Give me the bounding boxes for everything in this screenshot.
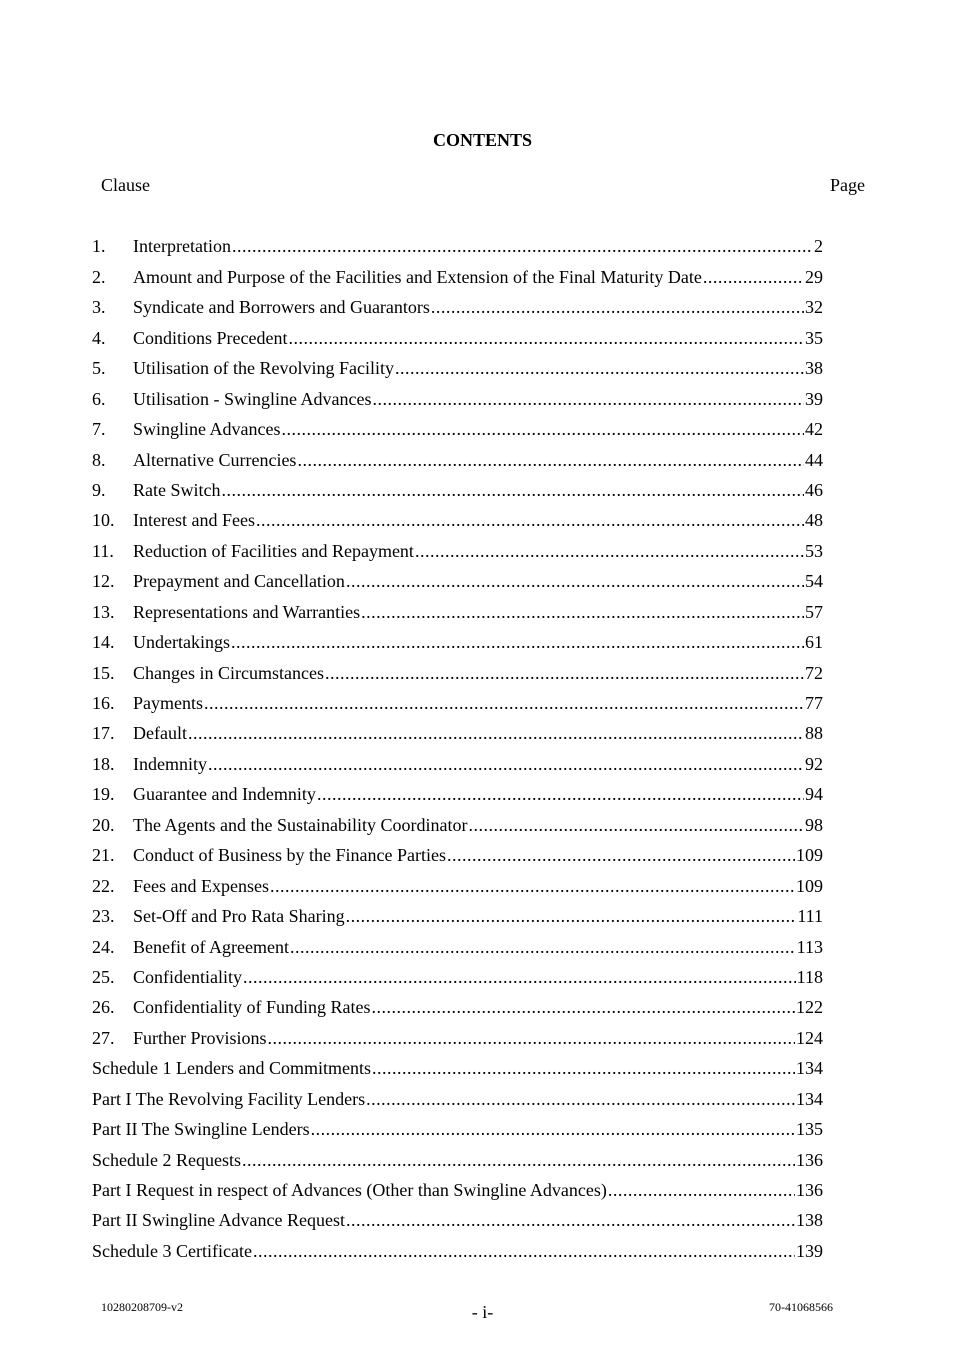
- toc-entry-title: Schedule 3 Certificate: [92, 1240, 252, 1261]
- toc-entry[interactable]: [92, 958, 823, 988]
- toc-entry[interactable]: [92, 1201, 823, 1231]
- toc-entry-page: 2: [814, 236, 823, 257]
- dot-leader: [270, 875, 795, 897]
- toc-entry[interactable]: [92, 653, 823, 683]
- dot-leader: [222, 479, 805, 501]
- toc-entry-title: Swingline Advances: [133, 419, 281, 440]
- dot-leader: [608, 1179, 795, 1201]
- toc-entry-page: 136: [796, 1180, 823, 1200]
- toc-entry-title: Conditions Precedent: [133, 327, 288, 348]
- toc-entry-page: 139: [796, 1240, 823, 1261]
- toc-entry-title: Utilisation - Swingline Advances: [133, 388, 372, 409]
- dot-leader: [431, 296, 804, 318]
- page-column-header: Page: [830, 175, 865, 195]
- toc-entry-page: 135: [796, 1119, 823, 1140]
- toc-entry[interactable]: [92, 257, 823, 287]
- toc-entry-title: Part I Request in respect of Advances (Other than Swingline Advances): [92, 1180, 607, 1200]
- toc-entry[interactable]: [92, 288, 823, 318]
- toc-entry-page: 134: [796, 1088, 823, 1109]
- toc-entry[interactable]: [92, 562, 823, 592]
- toc-entry-number: 20.: [92, 814, 115, 835]
- toc-entry-page: 136: [796, 1149, 823, 1170]
- toc-entry-page: 109: [796, 875, 823, 896]
- toc-entry-title: Guarantee and Indemnity: [133, 784, 316, 805]
- dot-leader: [703, 266, 804, 288]
- toc-entry-title: Undertakings: [133, 632, 230, 653]
- toc-entry-page: 94: [805, 784, 823, 805]
- toc-entry-number: 23.: [92, 906, 115, 927]
- toc-entry-title: Reduction of Facilities and Repayment: [133, 540, 414, 561]
- toc-entry-number: 4.: [92, 327, 106, 348]
- toc-entry-number: 2.: [92, 266, 106, 287]
- dot-leader: [231, 631, 804, 653]
- toc-entry[interactable]: [92, 318, 823, 348]
- toc-entry-title: Schedule 2 Requests: [92, 1149, 241, 1170]
- toc-entry-number: 13.: [92, 601, 115, 622]
- toc-entry-title: The Agents and the Sustainability Coordinator: [133, 814, 468, 835]
- toc-entry-title: Rate Switch: [133, 479, 221, 500]
- toc-entry-title: Set-Off and Pro Rata Sharing: [133, 906, 345, 927]
- toc-entry-number: 10.: [92, 510, 115, 531]
- dot-leader: [371, 996, 795, 1018]
- toc-entry-title: Syndicate and Borrowers and Guarantors: [133, 297, 430, 318]
- dot-leader: [346, 905, 797, 927]
- toc-entry-page: 35: [805, 327, 823, 348]
- toc-entry-page: 29: [805, 266, 823, 287]
- toc-entry[interactable]: [92, 471, 823, 501]
- footer-reference: 70-41068566: [769, 1300, 833, 1314]
- toc-entry-page: 113: [796, 936, 823, 957]
- toc-entry-number: 3.: [92, 297, 106, 318]
- toc-entry-number: 24.: [92, 936, 115, 957]
- toc-entry[interactable]: [92, 592, 823, 622]
- toc-entry-page: 61: [805, 632, 823, 653]
- toc-entry-number: 16.: [92, 693, 115, 713]
- toc-entry-number: 14.: [92, 632, 115, 653]
- toc-entry-number: 22.: [92, 875, 115, 896]
- toc-entry[interactable]: [92, 1140, 823, 1170]
- toc-entry-title: Benefit of Agreement: [133, 936, 289, 957]
- dot-leader: [468, 814, 804, 836]
- dot-leader: [346, 1209, 795, 1231]
- dot-leader: [372, 388, 804, 410]
- dot-leader: [268, 1027, 795, 1049]
- toc-entry-number: 11.: [92, 540, 114, 561]
- dot-leader: [188, 722, 804, 744]
- dot-leader: [242, 1149, 795, 1171]
- dot-leader: [232, 235, 813, 257]
- toc-entry-page: 44: [805, 449, 823, 470]
- toc-entry-title: Part II The Swingline Lenders: [92, 1119, 310, 1140]
- toc-entry[interactable]: [92, 866, 823, 896]
- toc-entry-number: 21.: [92, 845, 115, 866]
- toc-entry-page: 46: [805, 479, 823, 500]
- toc-entry-number: 8.: [92, 449, 106, 470]
- toc-entry[interactable]: [92, 1018, 823, 1048]
- toc-entry[interactable]: [92, 623, 823, 653]
- dot-leader: [281, 418, 804, 440]
- toc-entry-title: Further Provisions: [133, 1027, 267, 1048]
- toc-entry[interactable]: [92, 227, 823, 257]
- toc-entry-page: 111: [797, 906, 823, 927]
- dot-leader: [447, 844, 795, 866]
- toc-entry-title: Indemnity: [133, 753, 207, 774]
- toc-entry-title: Prepayment and Cancellation: [133, 571, 345, 592]
- dot-leader: [297, 449, 804, 471]
- footer-page-number: - i-: [471, 1302, 494, 1322]
- toc-entry-number: 19.: [92, 784, 115, 805]
- toc-entry-title: Fees and Expenses: [133, 875, 269, 896]
- toc-entry-title: Part II Swingline Advance Request: [92, 1210, 345, 1231]
- toc-entry-number: 12.: [92, 571, 115, 592]
- toc-entry[interactable]: [92, 501, 823, 531]
- toc-entry-page: 124: [796, 1027, 823, 1048]
- toc-entry-page: 77: [805, 693, 823, 713]
- dot-leader: [361, 601, 804, 623]
- toc-entry[interactable]: [92, 744, 823, 774]
- toc-entry-page: 98: [805, 814, 823, 835]
- toc-entry-number: 7.: [92, 419, 106, 440]
- dot-leader: [346, 570, 804, 592]
- toc-entry[interactable]: [92, 1171, 823, 1201]
- toc-entry[interactable]: [92, 805, 823, 835]
- toc-entry-title: Schedule 1 Lenders and Commitments: [92, 1058, 371, 1079]
- toc-entry-page: 72: [805, 662, 823, 683]
- toc-entry-page: 122: [796, 997, 823, 1018]
- toc-entry-title: Payments: [133, 693, 203, 713]
- toc-entry-number: 27.: [92, 1027, 115, 1048]
- toc-entry-page: 48: [805, 510, 823, 531]
- toc-entry-number: 17.: [92, 723, 115, 744]
- toc-entry-page: 32: [805, 297, 823, 318]
- toc-entry[interactable]: [92, 531, 823, 561]
- dot-leader: [256, 509, 804, 531]
- toc-entry-page: 54: [805, 571, 823, 592]
- toc-entry[interactable]: [92, 1049, 823, 1079]
- toc-entry-title: Interpretation: [133, 236, 231, 257]
- toc-entry[interactable]: [92, 988, 823, 1018]
- toc-entry-title: Conduct of Business by the Finance Parties: [133, 845, 446, 866]
- toc-entry-page: 92: [805, 753, 823, 774]
- dot-leader: [395, 357, 804, 379]
- dot-leader: [366, 1088, 795, 1110]
- toc-entry[interactable]: [92, 410, 823, 440]
- dot-leader: [243, 966, 796, 988]
- dot-leader: [415, 540, 804, 562]
- toc-entry[interactable]: [92, 684, 823, 714]
- clause-column-header: Clause: [101, 175, 150, 195]
- dot-leader: [290, 936, 796, 958]
- toc-entry-title: Utilisation of the Revolving Facility: [133, 358, 394, 379]
- toc-entry-title: Amount and Purpose of the Facilities and Extension of the Final Maturity Date: [133, 266, 702, 287]
- toc-entry-page: 88: [805, 723, 823, 744]
- dot-leader: [311, 1118, 795, 1140]
- dot-leader: [372, 1057, 795, 1079]
- toc-entry-page: 53: [805, 540, 823, 561]
- toc-entry-title: Confidentiality of Funding Rates: [133, 997, 371, 1018]
- toc-entry[interactable]: [92, 775, 823, 805]
- toc-entry[interactable]: [92, 1231, 823, 1261]
- toc-entry[interactable]: [92, 836, 823, 866]
- toc-entry-title: Alternative Currencies: [133, 449, 297, 470]
- toc-entry-number: 6.: [92, 388, 106, 409]
- toc-entry-title: Changes in Circumstances: [133, 662, 324, 683]
- toc-entry-page: 42: [805, 419, 823, 440]
- toc-entry-number: 1.: [92, 236, 106, 257]
- toc-entry-page: 118: [796, 966, 823, 987]
- toc-entry-number: 9.: [92, 479, 106, 500]
- toc-entry-page: 39: [805, 388, 823, 409]
- toc-entry[interactable]: [92, 1079, 823, 1109]
- toc-entry[interactable]: [92, 440, 823, 470]
- toc-entry-number: 5.: [92, 358, 106, 379]
- toc-entry-page: 134: [796, 1058, 823, 1079]
- page-title: CONTENTS: [432, 130, 533, 150]
- toc-entry-number: 15.: [92, 662, 115, 683]
- toc-entry-title: Interest and Fees: [133, 510, 255, 531]
- toc-entry-title: Confidentiality: [133, 966, 242, 987]
- dot-leader: [317, 783, 804, 805]
- toc-entry[interactable]: [92, 897, 823, 927]
- toc-entry[interactable]: [92, 714, 823, 744]
- dot-leader: [253, 1240, 795, 1262]
- footer-document-id: 10280208709-v2: [101, 1300, 183, 1314]
- toc-entry-title: Representations and Warranties: [133, 601, 361, 622]
- dot-leader: [325, 662, 804, 684]
- toc-entry-number: 18.: [92, 753, 115, 774]
- toc-entry[interactable]: [92, 927, 823, 957]
- toc-entry-page: 109: [796, 845, 823, 866]
- toc-entry-title: Part I The Revolving Facility Lenders: [92, 1088, 366, 1109]
- dot-leader: [208, 753, 804, 775]
- table-of-contents: [92, 227, 823, 1262]
- toc-entry[interactable]: [92, 1110, 823, 1140]
- toc-entry-page: 57: [805, 601, 823, 622]
- toc-entry-page: 138: [796, 1210, 823, 1231]
- toc-entry[interactable]: [92, 379, 823, 409]
- dot-leader: [288, 327, 804, 349]
- toc-entry-number: 25.: [92, 966, 115, 987]
- dot-leader: [204, 692, 804, 714]
- toc-entry-page: 38: [805, 358, 823, 379]
- toc-entry-number: 26.: [92, 997, 115, 1018]
- toc-entry-title: Default: [133, 723, 187, 744]
- toc-entry[interactable]: [92, 349, 823, 379]
